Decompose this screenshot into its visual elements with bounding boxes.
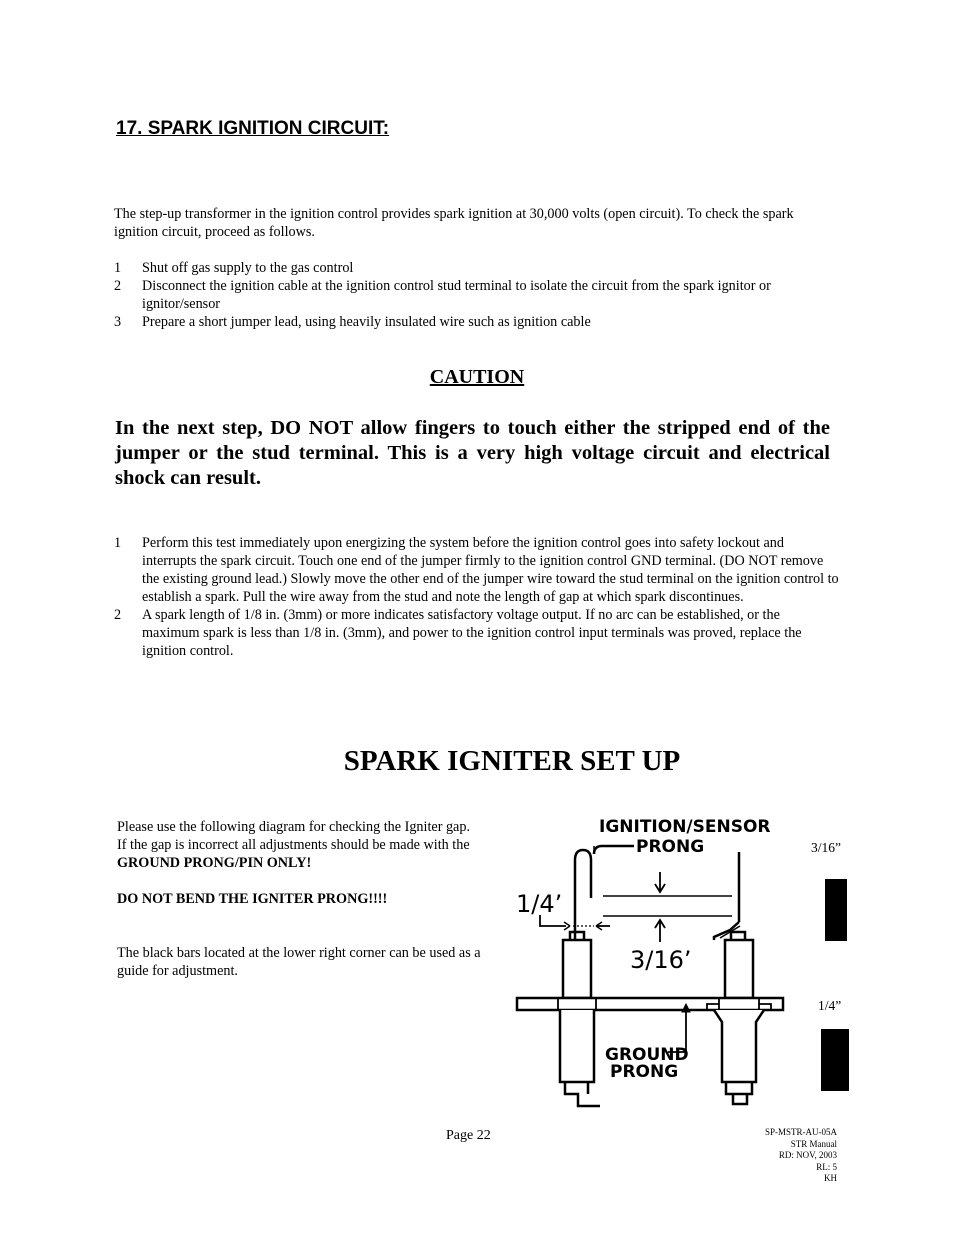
sensor-prong-label-line2: PRONG	[636, 837, 705, 857]
step-number: 2	[114, 278, 122, 294]
intro-paragraph: The step-up transformer in the ignition control provides spark ignition at 30,000 volts (open circuit). To check the spark ignition circuit, proceed as follows.	[114, 206, 794, 240]
caution-heading-wrapper	[0, 366, 954, 389]
left-lower-body	[560, 1010, 594, 1082]
instruction-text: If the gap is incorrect all adjustments should be made with the	[117, 837, 470, 853]
right-lower-body	[714, 1010, 764, 1082]
right-terminal	[726, 1082, 752, 1104]
instruction-paragraph: Please use the following diagram for checking the Igniter gap.	[117, 819, 470, 835]
guide-bar-quarter	[821, 1029, 849, 1091]
guide-bar-three-sixteenths	[825, 879, 847, 941]
step-text: Shut off gas supply to the gas control	[142, 260, 354, 276]
diagram-instructions	[117, 818, 492, 980]
section-heading: 17. SPARK IGNITION CIRCUIT:	[116, 118, 390, 139]
instruction-paragraph-ground	[117, 836, 492, 872]
preparation-steps	[114, 259, 839, 331]
mounting-bracket	[517, 998, 783, 1010]
doc-revision: RL: 5	[816, 1161, 837, 1172]
instruction-paragraph-bars: The black bars located at the lower right corner can be used as a guide for adjustment.	[117, 945, 481, 979]
quarter-inch-label: 1/4’	[516, 890, 563, 918]
sensor-prong-label-line1: IGNITION/SENSOR	[599, 817, 771, 837]
warning-text	[117, 890, 492, 908]
step-text: A spark length of 1/8 in. (3mm) or more indicates satisfactory voltage output. If no arc can be established, or the maximum spark is less than 1/8 in. (3mm), and power to the ignition control input terminals was proved, replace the ignition control.	[142, 607, 802, 659]
doc-author: KH	[824, 1173, 837, 1183]
step-number: 1	[114, 260, 122, 276]
step-text: Prepare a short jumper lead, using heavily insulated wire such as ignition cable	[142, 314, 591, 330]
gap-arrow-up	[655, 920, 665, 942]
list-item	[114, 259, 839, 277]
page-number: Page 22	[446, 1128, 491, 1143]
list-item	[114, 534, 839, 606]
list-item	[114, 277, 839, 313]
document-info	[700, 1127, 837, 1185]
list-item	[114, 606, 839, 660]
ground-prong-emphasis: GROUND PRONG/PIN ONLY!	[117, 855, 312, 871]
step-number: 1	[114, 535, 122, 551]
guide-bar-top-label: 3/16”	[811, 840, 841, 855]
step-number: 3	[114, 314, 122, 330]
doc-manual: STR Manual	[790, 1138, 837, 1149]
step-text: Perform this test immediately upon energizing the system before the ignition control goes into safety lockout and interrupts the spark circuit. Touch one end of the jumper firmly to the ignition control GND terminal. (DO NOT remove the existing ground lead.) Slowly move the other end of the jumper wire toward the stud terminal on the ignition control to establish a spark. Pull the wire away from the stud and note the length of gap at which spark discontinues.	[142, 535, 839, 605]
igniter-diagram	[510, 812, 790, 1108]
step-number: 2	[114, 607, 122, 623]
doc-date: RD: NOV, 2003	[778, 1150, 837, 1160]
step-text: Disconnect the ignition cable at the ignition control stud terminal to isolate the circuit from the spark ignitor or ignitor/sensor	[142, 278, 771, 312]
sensor-prong-hook	[575, 850, 591, 942]
list-item	[114, 313, 839, 331]
warning-bold: DO NOT BEND THE IGNITER PRONG!!!!	[117, 891, 388, 907]
test-steps	[114, 534, 839, 660]
gap-arrow-down	[655, 872, 665, 892]
three-sixteenths-label: 3/16’	[630, 946, 692, 974]
setup-title: SPARK IGNITER SET UP	[343, 745, 681, 777]
sensor-leader-line	[594, 846, 634, 854]
guide-bar-bottom-label: 1/4”	[818, 998, 842, 1013]
ground-prong-label-line1: GROUND	[605, 1045, 689, 1065]
doc-code: SP-MSTR-AU-05A	[764, 1127, 837, 1137]
right-insulator	[725, 940, 753, 998]
caution-heading: CAUTION	[429, 366, 525, 388]
ground-prong-label-line2: PRONG	[610, 1062, 679, 1082]
left-insulator	[563, 940, 591, 998]
left-terminal	[565, 1082, 600, 1106]
caution-warning-text: In the next step, DO NOT allow fingers to touch either the stripped end of the jumper or the stud terminal. This is a very high voltage circuit and electrical shock can result.	[115, 417, 830, 489]
